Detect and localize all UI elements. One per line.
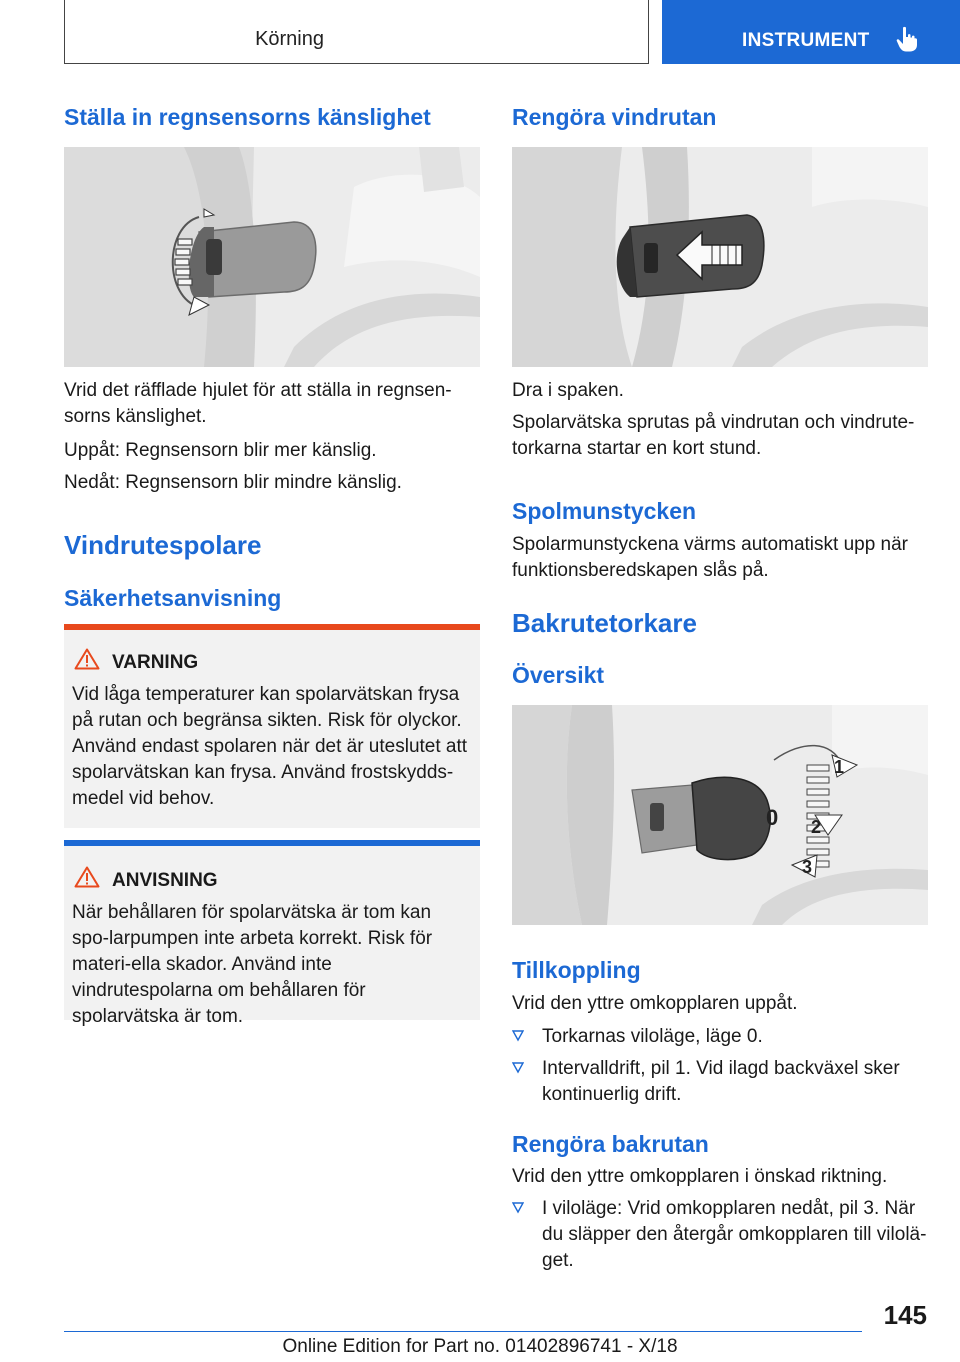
photo-rain-sensor-wheel bbox=[64, 147, 480, 367]
footer-edition: Online Edition for Part no. 01402896741 - X/18 bbox=[282, 1336, 678, 1357]
hand-pointer-icon bbox=[896, 26, 918, 52]
paragraph-clean-rear: Vrid den yttre omkopplaren i önskad riktning. bbox=[512, 1166, 888, 1187]
notice-box bbox=[64, 840, 480, 1027]
paragraph-spray: Spolarvätska sprutas på vindrutan och vindrute-torkarna startar en kort stund. bbox=[512, 412, 915, 459]
paragraph-turn-wheel: Vrid det räfflade hjulet för att ställa in regnsen-sorns känslighet. bbox=[64, 380, 452, 427]
notice-text: När behållaren för spolarvätska är tom kan spo-larpumpen inte arbeta korrekt. Risk för materi-ella skador. Använd inte vindrutespolarna om behållaren för spolarvätska är tom. bbox=[72, 902, 433, 1027]
heading-sensitivity: Ställa in regnsensorns känslighet bbox=[64, 104, 431, 130]
footer-divider bbox=[64, 1331, 862, 1332]
diagram-label-2: 2 bbox=[811, 817, 822, 837]
heading-safety: Säkerhetsanvisning bbox=[64, 585, 282, 611]
warning-text: Vid låga temperaturer kan spolarvätskan frysa på rutan och begränsa sikten. Risk för olyckor. Använd endast spolaren när det är uteslutet att spolarvätskan kan frysa. Använd frostskydds-medel vid behov. bbox=[72, 684, 468, 809]
chapter-tab[interactable] bbox=[662, 0, 960, 64]
notice-triangle-icon bbox=[74, 866, 100, 888]
photo-rear-wiper-switch bbox=[512, 705, 928, 925]
diagram-label-0: 0 bbox=[766, 805, 779, 830]
heading-overview: Översikt bbox=[512, 662, 605, 688]
bullet-triangle-icon bbox=[512, 1202, 524, 1214]
paragraph-switch-on: Vrid den yttre omkopplaren uppåt. bbox=[512, 993, 798, 1014]
photo-pull-stalk bbox=[512, 147, 928, 367]
list-item-text: Torkarnas viloläge, läge 0. bbox=[542, 1026, 763, 1047]
diagram-label-3: 3 bbox=[802, 857, 813, 877]
bullet-triangle-icon bbox=[512, 1030, 524, 1042]
warning-triangle-icon bbox=[74, 648, 100, 670]
illustration-pull-stalk bbox=[512, 147, 928, 367]
list-item-text: Intervalldrift, pil 1. Vid ilagd backväxel sker kontinuerlig drift. bbox=[542, 1058, 900, 1105]
heading-clean-windshield: Rengöra vindrutan bbox=[512, 104, 717, 130]
bullet-triangle-icon bbox=[512, 1062, 524, 1074]
diagram-label-1: 1 bbox=[834, 757, 845, 777]
chapter-tab-label: INSTRUMENT bbox=[742, 30, 870, 51]
heading-nozzles: Spolmunstycken bbox=[512, 498, 697, 524]
notice-title: ANVISNING bbox=[112, 870, 218, 891]
illustration-rear-wiper bbox=[512, 705, 928, 925]
list-item-text: I viloläge: Vrid omkopplaren nedåt, pil 3. När du släpper den återgår omkopplaren till vilolä-get. bbox=[542, 1198, 927, 1271]
warning-box bbox=[64, 624, 480, 828]
header-frame bbox=[64, 0, 649, 64]
paragraph-down: Nedåt: Regnsensorn blir mindre känslig. bbox=[64, 472, 402, 493]
paragraph-up: Uppåt: Regnsensorn blir mer känslig. bbox=[64, 440, 377, 461]
warning-bar bbox=[64, 624, 480, 630]
notice-bar bbox=[64, 840, 480, 846]
paragraph-nozzles: Spolarmunstyckena värms automatiskt upp när funktionsberedskapen slås på. bbox=[512, 534, 909, 581]
page-number: 145 bbox=[883, 1300, 927, 1330]
section-title: Körning bbox=[255, 28, 324, 50]
heading-clean-rear: Rengöra bakrutan bbox=[512, 1131, 709, 1157]
warning-title: VARNING bbox=[112, 652, 199, 673]
heading-washer: Vindrutespolare bbox=[64, 530, 262, 560]
illustration-stalk-wheel bbox=[64, 147, 480, 367]
heading-rear-wiper: Bakrutetorkare bbox=[512, 608, 697, 638]
heading-switch-on: Tillkoppling bbox=[512, 957, 641, 983]
paragraph-pull: Dra i spaken. bbox=[512, 380, 624, 401]
